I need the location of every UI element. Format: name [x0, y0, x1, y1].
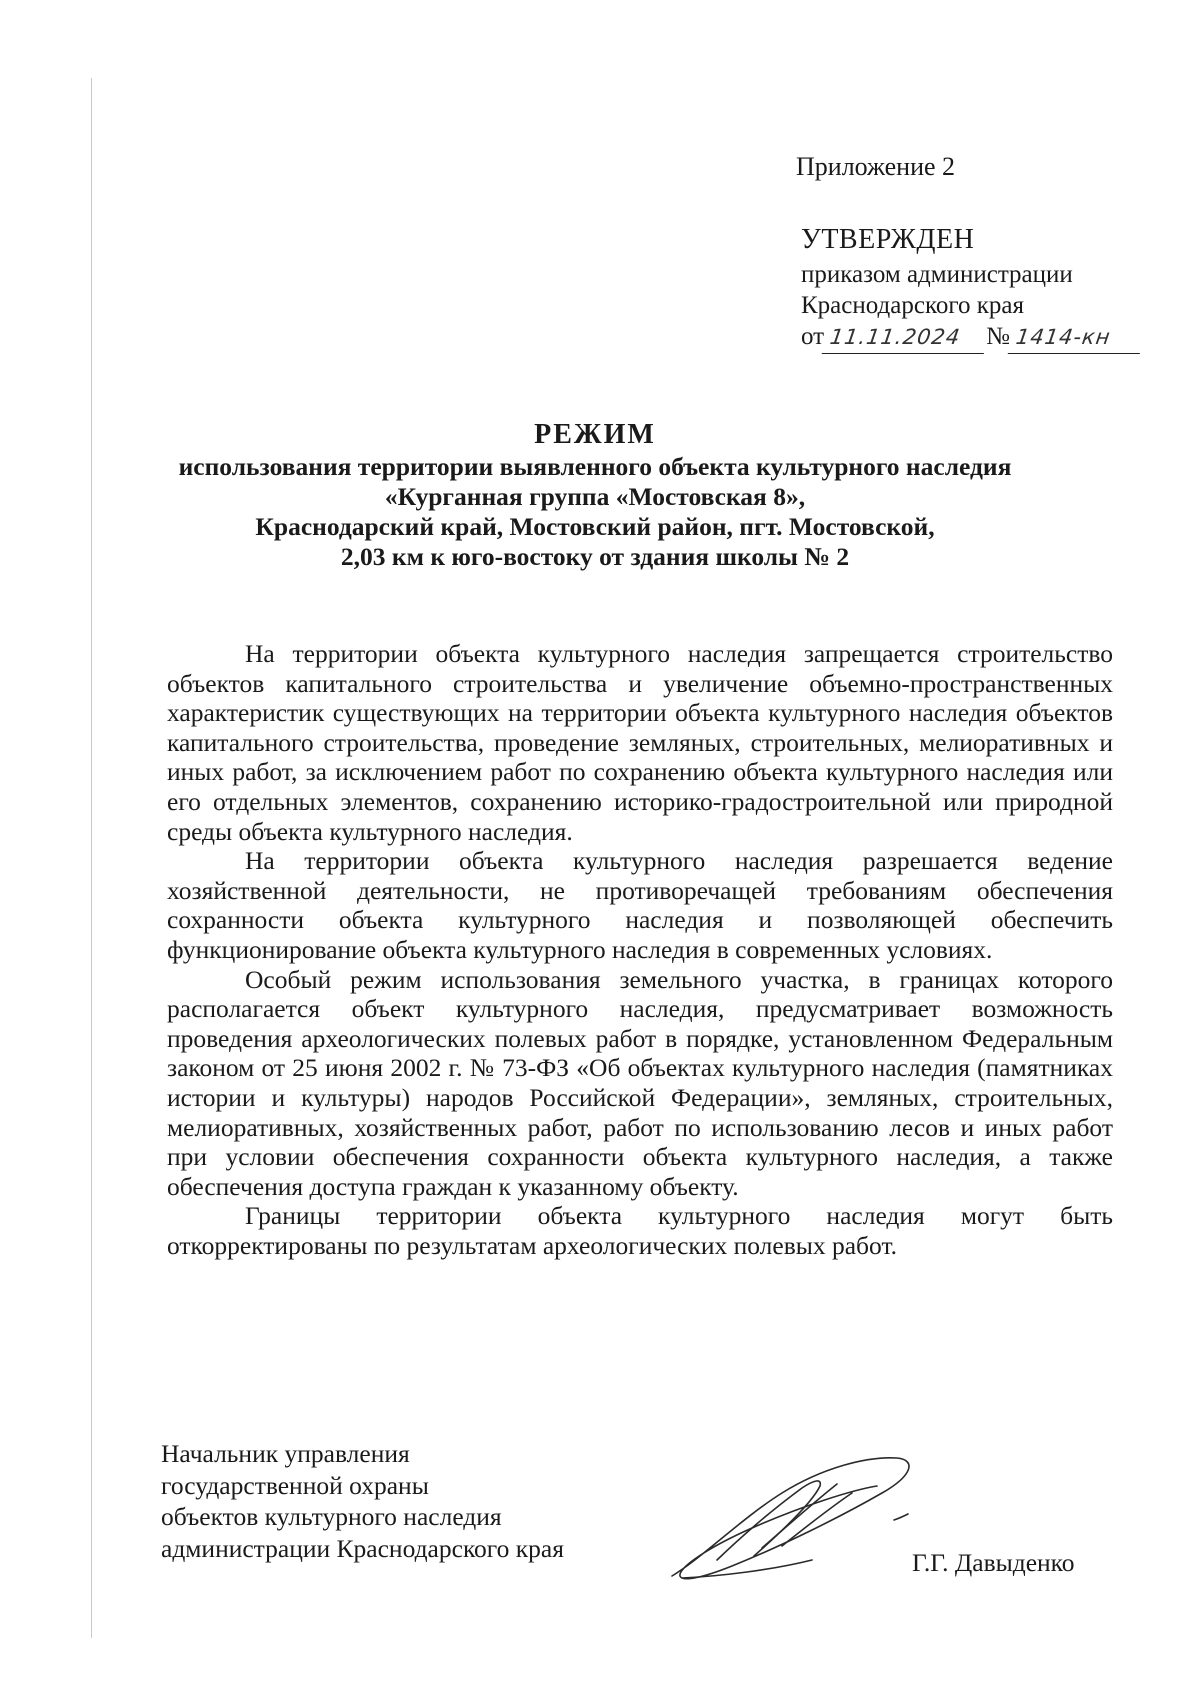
- signatory-position: [161, 1438, 564, 1564]
- handwritten-order-number: 1414-кн: [1008, 322, 1144, 354]
- handwritten-signature: [662, 1448, 932, 1588]
- title-line-3: Краснодарский край, Мостовский район, пгт. Мостовской,: [255, 512, 935, 541]
- body-paragraph: Границы территории объекта культурного наследия могут быть откорректированы по результатам археологических полевых работ.: [167, 1201, 1113, 1260]
- signatory-position-line: государственной охраны: [161, 1470, 429, 1500]
- document-body: [167, 639, 1113, 1260]
- body-paragraph: Особый режим использования земельного участка, в границах которого располагается объект культурного наследия, предусматривает возможность проведения археологических полевых работ в порядке, установленном Федеральным законом от 25 июня 2002 г. № 73-ФЗ «Об объектах культурного наследия (памятниках истории и культуры) народов Российской Федерации», земляных, строительных, мелиоративных, хозяйственных работ, работ по использованию лесов и иных работ при условии обеспечения сохранности объекта культурного наследия, а также обеспечения доступа граждан к указанному объекту.: [167, 964, 1113, 1201]
- signatory-position-line: администрации Краснодарского края: [161, 1533, 564, 1563]
- body-paragraph: На территории объекта культурного наследия запрещается строительство объектов капитального строительства и увеличение объемно-пространственных характеристик существующих на территории объекта культурного наследия объектов капитального строительства, проведение земляных, строительных, мелиоративных и иных работ, за исключением работ по сохранению объекта культурного наследия или его отдельных элементов, сохранению историко-градостроительной или природной среды объекта культурного наследия.: [167, 639, 1113, 846]
- approved-heading: УТВЕРЖДЕН: [801, 224, 975, 255]
- document-title: [140, 418, 1050, 572]
- from-label: от: [801, 323, 825, 350]
- page-margin-line: [91, 78, 92, 1638]
- title-line-4: 2,03 км к юго-востоку от здания школы № 2: [340, 542, 850, 571]
- handwritten-order-date: 11.11.2024: [822, 322, 988, 354]
- approved-by-line-1: приказом администрации: [801, 261, 1073, 288]
- order-reference: [801, 321, 1142, 354]
- body-paragraph: На территории объекта культурного наследия разрешается ведение хозяйственной деятельности, не противоречащей требованиям обеспечения сохранности объекта культурного наследия и позволяющей обеспечить функционирование объекта культурного наследия в современных условиях.: [167, 846, 1113, 964]
- approved-by-line-2: Краснодарского края: [801, 292, 1024, 319]
- title-line-2: «Курганная группа «Мостовская 8»,: [384, 482, 806, 511]
- title-line-1: использования территории выявленного объекта культурного наследия: [178, 452, 1012, 481]
- signatory-position-line: Начальник управления: [161, 1439, 410, 1468]
- signatory-name: Г.Г. Давыденко: [912, 1548, 1075, 1577]
- signatory-position-line: объектов культурного наследия: [161, 1502, 502, 1531]
- number-label: №: [986, 323, 1010, 350]
- approval-block: [801, 221, 1142, 354]
- title-main: РЕЖИМ: [534, 419, 656, 450]
- appendix-label: Приложение 2: [796, 152, 956, 181]
